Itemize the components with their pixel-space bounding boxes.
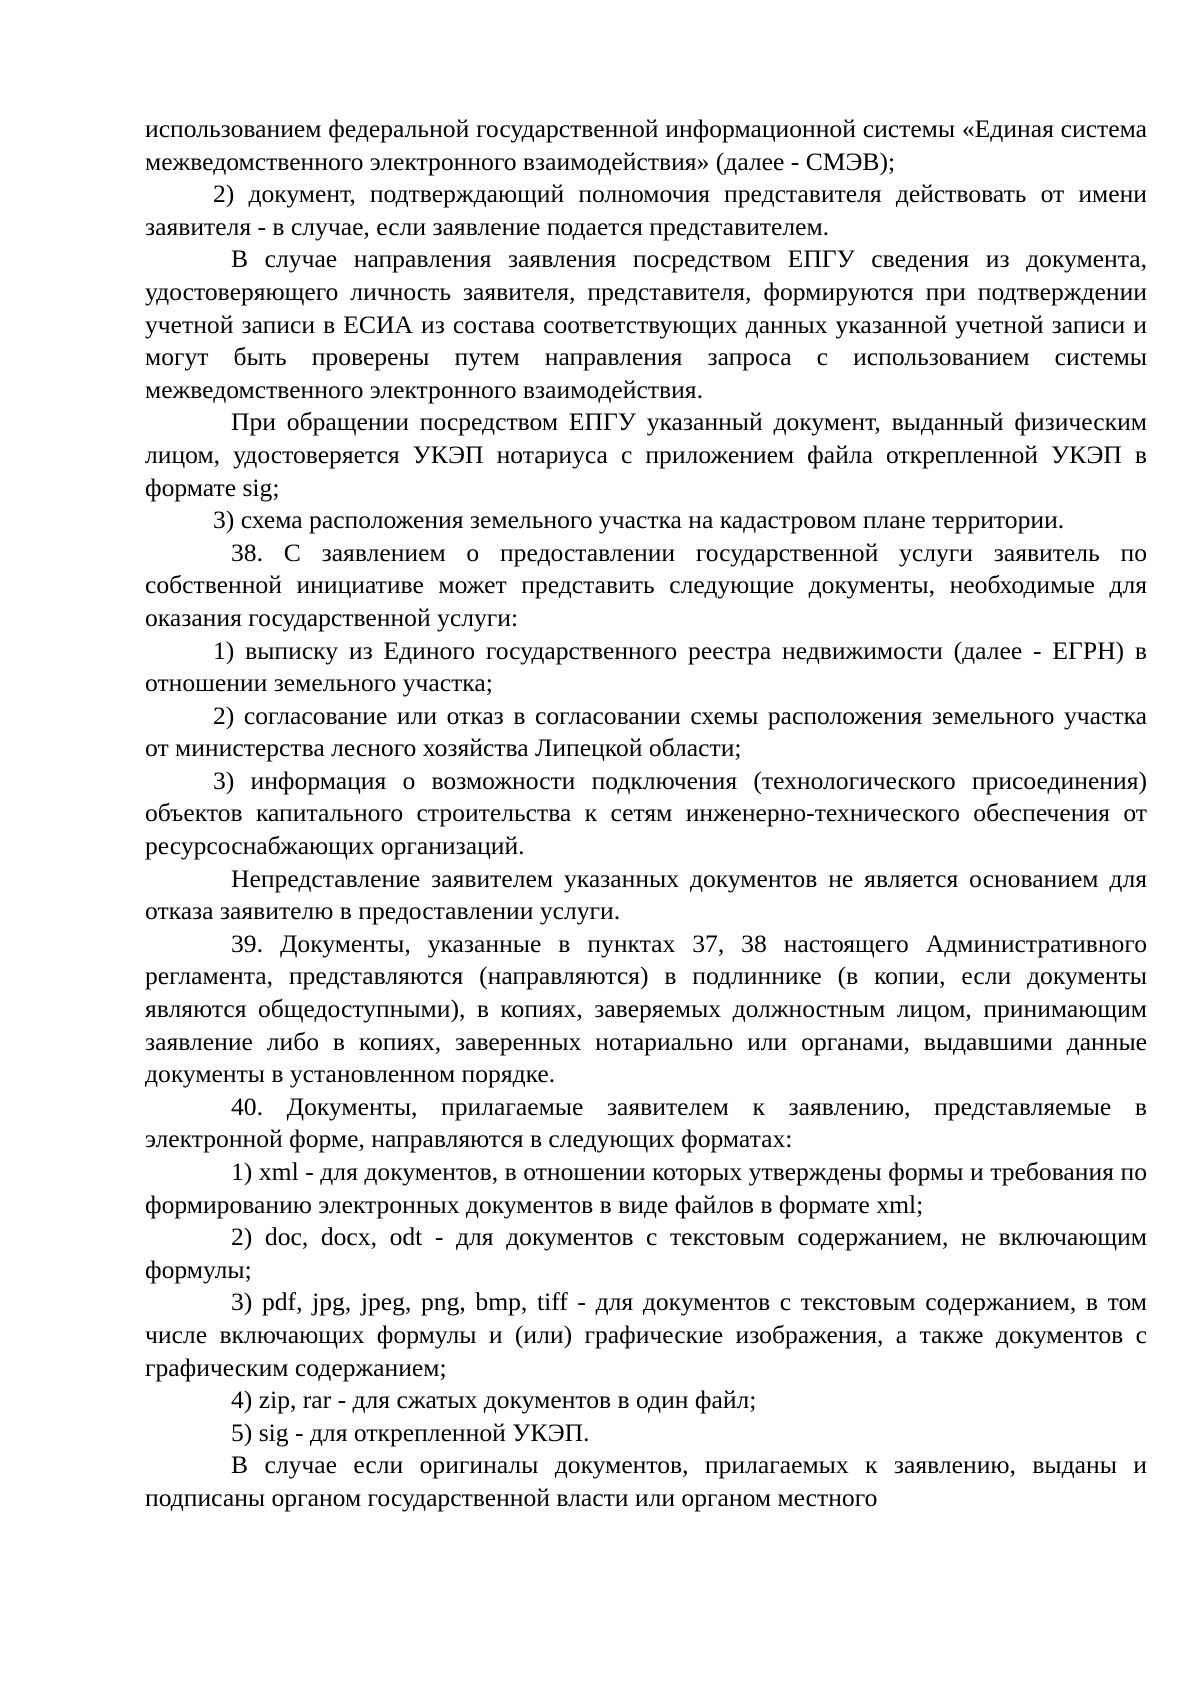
- paragraph-epgu-identity: В случае направления заявления посредством ЕПГУ сведения из документа, удостоверяющего личность заявителя, представителя, формируются при подтверждении учетной записи в ЕСИА из состава соответствующих данных указанной учетной записи и могут быть проверены путем направления запроса с использованием системы межведомственного электронного взаимодействия.: [145, 244, 1147, 404]
- paragraph-epgu-notary: При обращении посредством ЕПГУ указанный документ, выданный физическим лицом, удостоверяется УКЭП нотариуса с приложением файла открепленной УКЭП в формате sig;: [145, 407, 1147, 502]
- paragraph-40: 40. Документы, прилагаемые заявителем к заявлению, представляемые в электронной форме, направляются в следующих форматах:: [145, 1091, 1147, 1154]
- paragraph-smev: использованием федеральной государственной информационной системы «Единая система межведомственного электронного взаимодействия» (далее - СМЭВ);: [145, 114, 1147, 176]
- paragraph-originals: В случае если оригиналы документов, прилагаемых к заявлению, выданы и подписаны органом государственной власти или органом местного: [145, 1450, 1147, 1512]
- paragraph-item-2-authority: 2) документ, подтверждающий полномочия представителя действовать от имени заявителя - в случае, если заявление подается представителем.: [145, 179, 1147, 241]
- paragraph-39: 39. Документы, указанные в пунктах 37, 38 настоящего Административного регламента, представляются (направляются) в подлиннике (в копии, если документы являются общедоступными), в копиях, заверяемых должностным лицом, принимающим заявление либо в копиях, заверенных нотариально или органами, выдавшими данные документы в установленном порядке.: [145, 928, 1147, 1089]
- paragraph-38-item-3: 3) информация о возможности подключения (технологического присоединения) объектов капитального строительства к сетям инженерно-технического обеспечения от ресурсоснабжающих организаций.: [145, 765, 1147, 861]
- document-body: [145, 113, 1147, 1515]
- paragraph-non-submission: Непредставление заявителем указанных документов не является основанием для отказа заявителю в предоставлении услуги.: [145, 863, 1147, 926]
- paragraph-38-item-1: 1) выписку из Единого государственного реестра недвижимости (далее - ЕГРН) в отношении земельного участка;: [145, 635, 1147, 698]
- paragraph-40-item-4: 4) zip, rar - для сжатых документов в один файл;: [231, 1385, 757, 1415]
- paragraph-item-3-scheme: 3) схема расположения земельного участка на кадастровом плане территории.: [213, 505, 1065, 535]
- paragraph-40-item-2: 2) doc, docx, odt - для документов с текстовым содержанием, не включающим формулы;: [145, 1222, 1147, 1284]
- paragraph-40-item-3: 3) pdf, jpg, jpeg, png, bmp, tiff - для документов с текстовым содержанием, в том числе включающих формулы и (или) графические изображения, а также документов с графическим содержанием;: [145, 1287, 1147, 1382]
- paragraph-38-item-2: 2) согласование или отказ в согласовании схемы расположения земельного участка от министерства лесного хозяйства Липецкой области;: [145, 700, 1147, 763]
- paragraph-40-item-5: 5) sig - для открепленной УКЭП.: [231, 1417, 590, 1447]
- paragraph-38: 38. С заявлением о предоставлении государственной услуги заявитель по собственной инициативе может представить следующие документы, необходимые для оказания государственной услуги:: [145, 537, 1147, 632]
- paragraph-40-item-1: 1) xml - для документов, в отношении которых утверждены формы и требования по формированию электронных документов в виде файлов в формате xml;: [145, 1157, 1147, 1219]
